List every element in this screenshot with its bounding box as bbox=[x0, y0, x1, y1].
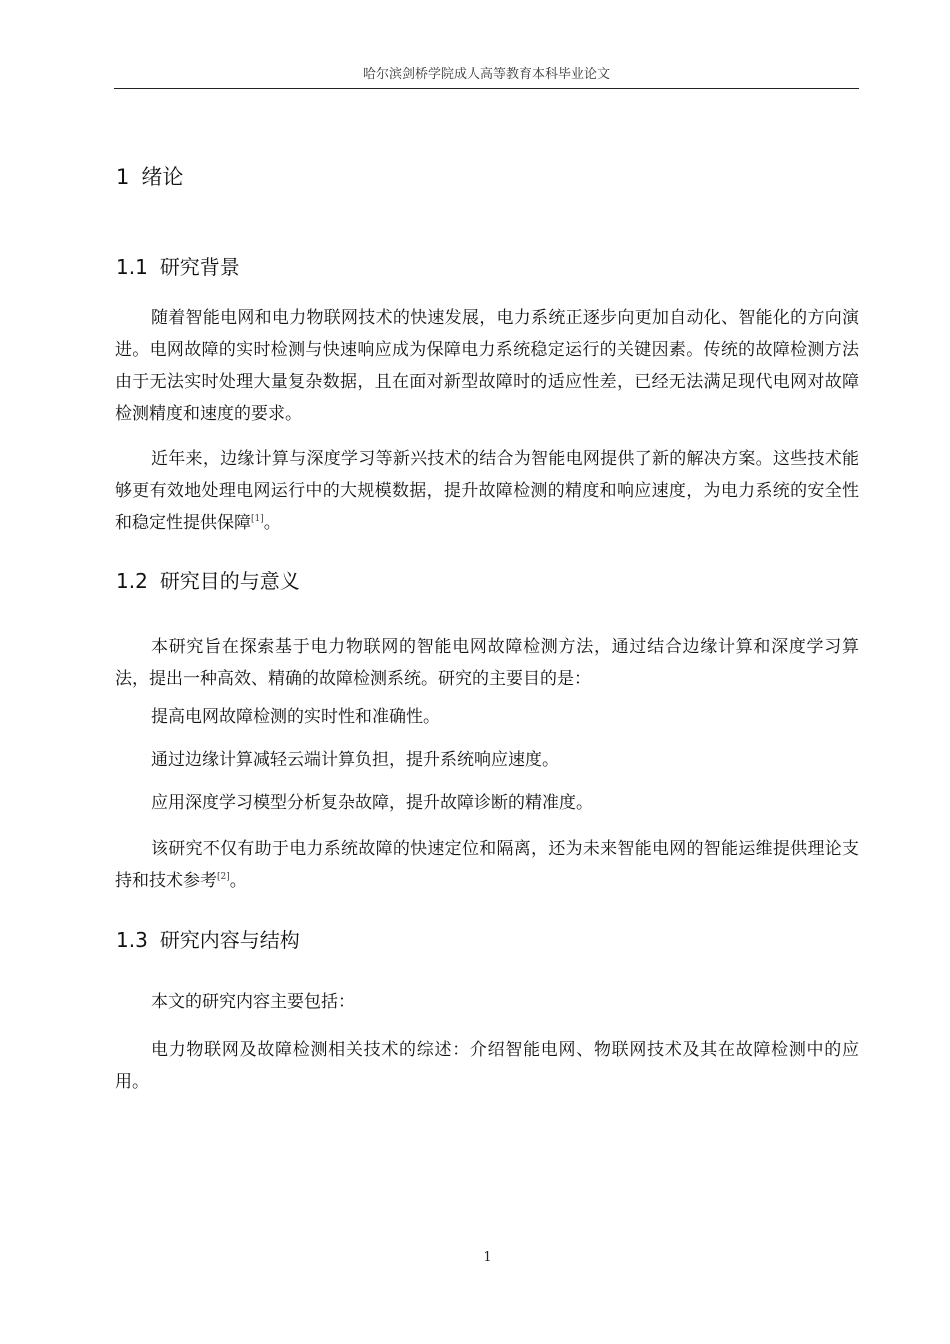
paragraph-end: 。 bbox=[229, 871, 247, 891]
section-number: 1.2 bbox=[116, 569, 148, 593]
running-header-title: 哈尔滨剑桥学院成人高等教育本科毕业论文 bbox=[362, 67, 610, 82]
paragraph-text: 近年来，边缘计算与深度学习等新兴技术的结合为智能电网提供了新的解决方案。这些技术能够更有效地处理电网运行中的大规模数据，提升故障检测的精度和响应速度，为电力系统的安全性和稳定性提供保障 bbox=[115, 449, 859, 533]
list-item: 应用深度学习模型分析复杂故障，提升故障诊断的精准度。 bbox=[151, 793, 593, 813]
chapter-heading bbox=[116, 163, 183, 191]
paragraph-purpose-1: 本研究旨在探索基于电力物联网的智能电网故障检测方法，通过结合边缘计算和深度学习算法，提出一种高效、精确的故障检测系统。研究的主要目的是： bbox=[115, 637, 859, 689]
paragraph-background-2 bbox=[115, 443, 859, 539]
paragraph-purpose-2 bbox=[115, 833, 859, 897]
chapter-title: 绪论 bbox=[141, 165, 184, 189]
citation-ref[interactable]: [1] bbox=[251, 514, 264, 524]
paragraph-end: 。 bbox=[263, 513, 281, 533]
section-title: 研究目的与意义 bbox=[159, 569, 300, 593]
paragraph-text: 该研究不仅有助于电力系统故障的快速定位和隔离，还为未来智能电网的智能运维提供理论支持和技术参考 bbox=[115, 839, 859, 891]
list-item: 通过边缘计算减轻云端计算负担，提升系统响应速度。 bbox=[151, 750, 559, 770]
section-title: 研究背景 bbox=[159, 255, 240, 279]
page-number: 1 bbox=[483, 1250, 492, 1265]
paragraph-content-2: 电力物联网及故障检测相关技术的综述：介绍智能电网、物联网技术及其在故障检测中的应用。 bbox=[115, 1040, 859, 1092]
citation-ref[interactable]: [2] bbox=[217, 872, 230, 882]
section-heading-1-2 bbox=[116, 567, 300, 595]
section-number: 1.3 bbox=[116, 928, 148, 952]
paragraph-background-1: 随着智能电网和电力物联网技术的快速发展，电力系统正逐步向更加自动化、智能化的方向演进。电网故障的实时检测与快速响应成为保障电力系统稳定运行的关键因素。传统的故障检测方法由于无法实时处理大量复杂数据，且在面对新型故障时的适应性差，已经无法满足现代电网对故障检测精度和速度的要求。 bbox=[115, 308, 859, 424]
paragraph-content-1: 本文的研究内容主要包括： bbox=[151, 992, 355, 1012]
section-title: 研究内容与结构 bbox=[159, 928, 300, 952]
section-number: 1.1 bbox=[116, 255, 148, 279]
section-heading-1-3 bbox=[116, 926, 300, 954]
list-item: 提高电网故障检测的实时性和准确性。 bbox=[151, 707, 440, 727]
running-header bbox=[114, 66, 859, 89]
section-heading-1-1 bbox=[116, 253, 240, 281]
chapter-number: 1 bbox=[116, 165, 130, 189]
